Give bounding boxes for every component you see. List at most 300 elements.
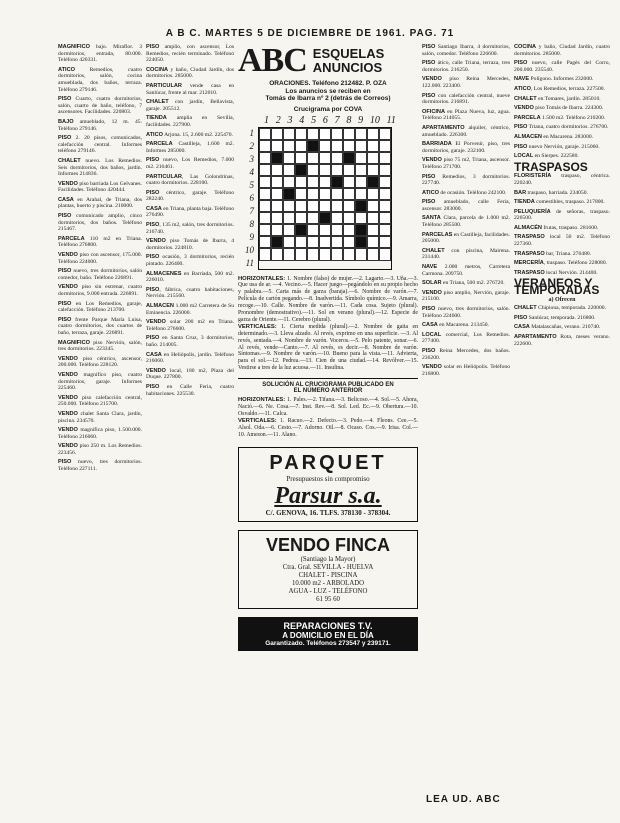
classified-text: , fábrica, cuatro habitaciones, Nervión. 215560.: [146, 286, 234, 300]
classified-text: en Heliópolis, jardín. Teléfono 216060.: [146, 351, 234, 365]
crossword-grid: [258, 127, 392, 270]
crossword-black-cell: [355, 200, 367, 212]
classified-lead-word: PISO: [58, 135, 72, 142]
crossword-white-cell: [259, 176, 271, 188]
crossword-white-cell: [307, 236, 319, 248]
classified-ad: [422, 76, 510, 89]
classified-ad: [422, 215, 510, 228]
crossword-white-cell: [295, 176, 307, 188]
classified-lead-word: FLORISTERÍA: [514, 173, 552, 180]
classified-text: con calefacción central, nueve dormitorios. 216891.: [422, 92, 510, 106]
classified-ad: [422, 190, 510, 197]
abc-logo: ABC: [238, 42, 307, 79]
classified-ad: [422, 248, 510, 261]
traspasos-heading: TRASPASOS: [514, 159, 588, 174]
classified-ad: [58, 236, 142, 249]
classified-text: nuevo, calle Pagés del Corro, 200.000. 235540.: [514, 60, 610, 73]
classified-lead-word: ATICO: [514, 85, 531, 92]
classified-text: en Barriada, 500 m2. 226010.: [146, 270, 234, 284]
classified-ad: [58, 135, 142, 155]
parquet-ad: [238, 447, 418, 522]
classified-text: en Tomares, jardín. 285010.: [536, 95, 601, 102]
classified-lead-word: COCINA: [146, 66, 169, 73]
classified-ad: [146, 115, 234, 128]
classified-lead-word: ALMACEN: [146, 303, 174, 309]
classified-text: local 50 m2. Teléfono 227360.: [514, 234, 610, 248]
classified-lead-word: CASA: [58, 196, 74, 203]
crossword-white-cell: [343, 128, 355, 140]
classified-text: nuevo, tres dormitorios, salón comedor, baño. Teléfono 226891.: [58, 268, 142, 281]
classified-text: en Arahal, de Triana, dos plantas, huerto y piscina. 210000.: [58, 196, 142, 210]
classified-lead-word: VENDO: [58, 355, 78, 362]
ads-office-info: [238, 80, 418, 103]
classified-text: Reina Mercedes, dos baños. 236200.: [422, 347, 510, 361]
classified-text: piso calefacción central, 250.000. Teléfono 215700.: [58, 394, 142, 408]
crossword-white-cell: [307, 152, 319, 164]
crossword-white-cell: [343, 140, 355, 152]
crossword-col-number: 1: [264, 114, 269, 126]
classified-lead-word: VENDO: [58, 252, 78, 259]
classified-ad: [514, 86, 610, 93]
crossword-col-number: 10: [369, 114, 380, 126]
crossword-white-cell: [307, 224, 319, 236]
crossword-col-number: 6: [322, 114, 328, 126]
classified-text: amueblado, calle Feria, ascensor. 283000.: [422, 199, 510, 212]
crossword-white-cell: [283, 176, 295, 188]
crossword-white-cell: [259, 164, 271, 176]
crossword-white-cell: [271, 200, 283, 212]
crossword-black-cell: [283, 188, 295, 200]
ads-title-line-1: ESQUELAS: [312, 46, 385, 61]
classified-lead-word: LOCAL: [514, 153, 534, 160]
crossword-white-cell: [259, 224, 271, 236]
classified-ad: [146, 67, 234, 80]
crossword-white-cell: [259, 128, 271, 140]
classified-ad: [146, 319, 234, 332]
classified-ad: [514, 190, 610, 197]
classified-lead-word: OFICINA: [422, 108, 445, 115]
crossword-white-cell: [355, 140, 367, 152]
classified-lead-word: VENDO: [146, 367, 166, 374]
classified-text: amplio, con ascensor, Los Remedios, recién terminado. Teléfono 224050.: [146, 44, 234, 64]
classified-ad: [146, 368, 234, 381]
crossword-col-number: 11: [386, 114, 396, 126]
classified-lead-word: PISO: [146, 44, 160, 50]
classified-lead-word: VENDO: [58, 394, 78, 401]
crossword-white-cell: [319, 152, 331, 164]
classified-text: en Macarena. 213450.: [437, 322, 489, 329]
classified-lead-word: VENDO: [58, 180, 78, 187]
classified-lead-word: CASA: [514, 324, 530, 331]
classified-ad: [58, 356, 142, 369]
classified-lead-word: TRASPASO: [514, 269, 545, 276]
classified-lead-word: PISO: [58, 316, 72, 323]
classified-ad: [58, 317, 142, 337]
classified-lead-word: PISO: [422, 173, 436, 180]
classified-text: piso Tomás de Ibarra, 4 dormitorios. 224810.: [146, 238, 234, 251]
classified-ad: [146, 222, 234, 235]
classified-ad: [58, 119, 142, 132]
crossword-white-cell: [343, 212, 355, 224]
crossword-row-number: 6: [249, 192, 254, 203]
classified-lead-word: ATICO: [422, 189, 439, 196]
page-header: A B C. MARTES 5 DE DICIEMBRE DE 1961. PAG. 71: [165, 28, 455, 39]
crossword-white-cell: [367, 248, 379, 260]
classified-text: alquiler, céntrico, amueblado. 226300.: [422, 124, 510, 138]
classified-lead-word: LOCAL: [422, 331, 442, 338]
crossword-row-number: 2: [249, 140, 254, 151]
crossword-col-number: 9: [358, 114, 364, 126]
crossword-white-cell: [343, 248, 355, 260]
classified-lead-word: CHALET: [514, 95, 537, 102]
classified-text: , Los Remedios, terraza. 227500.: [531, 85, 605, 92]
crossword-white-cell: [331, 212, 343, 224]
crossword-white-cell: [319, 224, 331, 236]
classified-ad: [146, 83, 234, 96]
solution-horizontal-label: HORIZONTALES:: [238, 397, 286, 404]
classified-ad: [514, 60, 610, 73]
crossword-white-cell: [367, 164, 379, 176]
crossword-white-cell: [379, 212, 391, 224]
classified-lead-word: ALMACENES: [146, 270, 182, 277]
crossword-white-cell: [295, 212, 307, 224]
classified-lead-word: MERCERÍA: [514, 260, 544, 267]
crossword-white-cell: [379, 176, 391, 188]
classified-text: solar en Heliópolis. Teléfono 216800.: [422, 364, 510, 377]
classified-text: 2.000 metros, Carretera Carmona. 209750.: [422, 264, 510, 277]
classified-lead-word: ALMACEN: [514, 133, 542, 140]
classified-lead-word: PISO: [58, 459, 72, 466]
crossword-row-number: 8: [249, 218, 254, 229]
classified-text: 2. 20 pisos, comunicados, calefacción central. Informes teléfono 279146.: [58, 135, 142, 155]
classified-text: comunicado amplio, cinco dormitorios, dos baños. Teléfono 215467.: [58, 213, 142, 233]
classified-ad: [514, 134, 610, 141]
crossword-white-cell: [319, 164, 331, 176]
classified-ad: [514, 173, 610, 186]
crossword-white-cell: [295, 200, 307, 212]
classified-text: Matalascañas, verano. 210740.: [529, 324, 601, 331]
classified-lead-word: PISO: [422, 92, 436, 99]
classified-text: 1.500 m2. Teléfono 210200.: [540, 114, 606, 121]
classified-text: de señoras, traspaso. 226500.: [514, 208, 610, 222]
classified-ad: [58, 427, 142, 440]
classified-text: bajo. Miraflor. 3 dormitorios, entrada, 80.000. Teléfono 420331.: [58, 44, 142, 64]
classified-lead-word: PISO: [146, 286, 160, 293]
classified-ad: [422, 174, 510, 187]
crossword-white-cell: [271, 128, 283, 140]
classified-ad: [422, 44, 510, 57]
classified-ad: [58, 158, 142, 178]
classifieds-column-2: [146, 44, 234, 814]
classified-text: Remedios, 3 dormitorios. 227740.: [422, 173, 510, 187]
crossword-row-number: 4: [249, 166, 254, 177]
classified-text: local Nervión. 214400.: [544, 269, 598, 276]
classified-text: y baño, Ciudad Jardín, dos dormitorios. 285000.: [146, 66, 234, 80]
classified-lead-word: MAGNIFICO: [58, 339, 91, 346]
classified-lead-word: CHALET: [514, 305, 537, 312]
classified-ad: [422, 125, 510, 138]
crossword-row-number: 5: [249, 179, 254, 190]
classified-text: con piscina, Mairena. 231440.: [422, 247, 510, 261]
classified-ad: [58, 44, 142, 64]
crossword-white-cell: [259, 236, 271, 248]
classified-lead-word: BAR: [514, 189, 527, 196]
crossword-white-cell: [295, 248, 307, 260]
classified-lead-word: PARCELA: [58, 235, 85, 242]
crossword-white-cell: [271, 176, 283, 188]
office-line-3: Tomás de Ibarra nº 2 (detrás de Correos): [265, 95, 391, 102]
classified-lead-word: VENDO: [422, 157, 442, 164]
solution-vertical-label: VERTICALES:: [238, 417, 277, 424]
veraneos-heading: VERANEOS Y TEMPORADAS: [514, 276, 600, 298]
classified-text: en Triana, planta baja. Teléfono 276490.: [146, 205, 234, 219]
classified-lead-word: PISO: [146, 335, 160, 342]
classified-lead-word: VENDO: [146, 319, 166, 326]
classified-ad: [58, 301, 142, 314]
classified-ad: [58, 284, 142, 297]
classified-lead-word: CHALET: [146, 99, 169, 106]
crossword-white-cell: [355, 188, 367, 200]
crossword-black-cell: [331, 176, 343, 188]
classified-ad: [514, 76, 610, 83]
crossword-white-cell: [283, 140, 295, 152]
solution-text: [238, 397, 418, 438]
classified-lead-word: CHALET: [58, 157, 81, 164]
classified-lead-word: BAJO: [58, 118, 74, 125]
classified-ad: [146, 44, 234, 64]
classified-ad: [422, 232, 510, 245]
crossword-white-cell: [259, 248, 271, 260]
classified-lead-word: PARTICULAR: [146, 173, 182, 180]
classified-ad: [58, 372, 142, 392]
crossword-white-cell: [283, 128, 295, 140]
abc-ads-header: [238, 44, 418, 78]
classified-ad: [422, 199, 510, 212]
classified-lead-word: ALMACÉN: [514, 224, 542, 231]
classified-lead-word: PISO: [58, 96, 72, 103]
crossword-white-cell: [367, 224, 379, 236]
repair-line-1: REPARACIONES T.V.: [283, 620, 373, 631]
classified-text: Santiago Ibarra, 4 dormitorios, salón, comedor. Teléfono 226600.: [422, 44, 510, 57]
classified-lead-word: VENDO: [514, 105, 534, 112]
classified-text: Cuarto, cuatro dormitorios, salón, cuarto de baño, teléfono, 7 ascensores. Facilidades. 220803.: [58, 96, 142, 116]
classified-text: magnífico piso, cuatro dormitorios, garaje. Informes 225460.: [58, 371, 142, 392]
crossword-white-cell: [259, 140, 271, 152]
crossword-white-cell: [331, 236, 343, 248]
classified-lead-word: TRASPASO: [514, 250, 545, 257]
classified-ad: [146, 303, 234, 316]
classified-lead-word: PISO: [514, 60, 528, 67]
finca-line-1: (Santiago la Mayor): [300, 555, 356, 563]
classified-ad: [514, 124, 610, 131]
classified-ad: [58, 268, 142, 281]
crossword-white-cell: [271, 248, 283, 260]
classified-lead-word: PISO: [514, 314, 528, 321]
classified-text: nuevo, tres dormitorios. Teléfono 227111.: [58, 459, 142, 473]
classified-lead-word: BARRIADA: [422, 141, 452, 148]
crossword-white-cell: [319, 188, 331, 200]
finca-title: VENDO FINCA: [265, 534, 390, 555]
crossword-black-cell: [367, 176, 379, 188]
solution-heading-line-2: EL NÚMERO ANTERIOR: [293, 388, 363, 395]
finca-line-3: CHALET - PISCINA: [298, 571, 358, 579]
classified-lead-word: PISO: [58, 268, 72, 275]
classified-text: magnífica piso, 1.500.000. Teléfono 216060.: [58, 427, 142, 440]
repair-line-2: A DOMICILIO EN EL DÍA: [282, 630, 374, 640]
crossword-black-cell: [271, 152, 283, 164]
classified-lead-word: VENDO: [422, 76, 442, 83]
crossword-col-number: 2: [275, 114, 281, 126]
classified-text: bar, Triana. 276480.: [544, 250, 592, 257]
classified-text: local, 180 m2, Plaza del Duque. 227800.: [146, 367, 234, 381]
crossword-white-cell: [295, 188, 307, 200]
classified-ad: [514, 225, 610, 232]
classified-lead-word: MAGNIFICO: [58, 44, 91, 50]
classified-text: , traspaso. Teléfono 228080.: [543, 260, 608, 267]
parquet-subtitle: Presupuestos sin compromiso: [286, 474, 370, 483]
classified-text: solar 200 m2 en Triana. Teléfono 276600.: [146, 319, 234, 332]
classified-ad: [146, 352, 234, 365]
crossword-white-cell: [343, 200, 355, 212]
crossword-white-cell: [271, 164, 283, 176]
classified-lead-word: TIENDA: [146, 115, 167, 122]
crossword-white-cell: [295, 140, 307, 152]
crossword-col-number: 7: [334, 114, 340, 126]
crossword-white-cell: [259, 188, 271, 200]
parsur-brand: Parsur s.a.: [274, 482, 382, 509]
crossword-white-cell: [367, 152, 379, 164]
classified-lead-word: NAVE: [422, 264, 438, 271]
crossword-white-cell: [283, 212, 295, 224]
classified-lead-word: SOLAR: [422, 280, 442, 287]
classified-text: Sanlúcar, temporada. 216800.: [527, 314, 596, 321]
classified-text: en Castilleja, facilidades. 205000.: [422, 231, 510, 245]
classified-text: piso amplio, Nervión, garaje. 215100.: [422, 289, 510, 303]
classified-lead-word: VENDO: [58, 427, 78, 434]
finca-line-2: Ctra. Gral. SEVILLA - HUELVA: [282, 563, 374, 571]
crossword-white-cell: [271, 140, 283, 152]
crossword-white-cell: [295, 236, 307, 248]
crossword-white-cell: [331, 188, 343, 200]
ads-title-line-2: ANUNCIOS: [312, 60, 383, 75]
classified-text: de ocasión. Teléfono 242100.: [439, 189, 507, 196]
classified-text: Clara, parcela de 1.000 m2. Teléfono 285500.: [422, 215, 510, 229]
classified-ad: [514, 234, 610, 247]
crossword-black-cell: [355, 236, 367, 248]
crossword-white-cell: [307, 176, 319, 188]
crossword-column-numbers: [238, 115, 418, 126]
crossword-white-cell: [379, 236, 391, 248]
classified-text: piso Tomás de Ibarra. 224300.: [533, 105, 604, 112]
classified-text: en Plaza Nueva, luz, agua. Teléfono 214055.: [422, 108, 510, 122]
classified-text: en Sierpes. 222580.: [533, 153, 579, 160]
classified-lead-word: CASA: [146, 205, 162, 212]
solution-heading: [238, 378, 418, 394]
crossword-white-cell: [379, 200, 391, 212]
classified-ad: [58, 443, 142, 456]
classified-ad: [58, 181, 142, 194]
crossword-white-cell: [367, 128, 379, 140]
crossword-white-cell: [367, 188, 379, 200]
classifieds-column-1: [58, 44, 142, 814]
crossword-white-cell: [367, 212, 379, 224]
crossword-white-cell: [307, 212, 319, 224]
crossword-white-cell: [379, 140, 391, 152]
crossword-white-cell: [319, 176, 331, 188]
classified-text: El Porvenir, piso, tres dormitorios, garaje. 232100.: [422, 141, 510, 154]
classified-text: nuevo, tres dormitorios, salón. Teléfono 224600.: [422, 306, 510, 319]
classified-text: Rota, meses verano. 222600.: [514, 334, 610, 347]
crossword-white-cell: [331, 248, 343, 260]
classified-ad: [422, 109, 510, 122]
classified-ad: [422, 364, 510, 377]
classified-lead-word: VENDO: [422, 364, 442, 371]
solution-vertical: 1. Racuo.—2. Defecto.—3. Pedo.—4. Fleons. Cee.—5. Alsol. Oda.—6. Cesto.—7. Adorno. Oil.—8. Ocaso. Cos.—9. Irisa. Col.—10. Ameson.—11. Alano.: [238, 417, 418, 438]
classified-text: piso sin estrenar, cuatro dormitorios, 9.000 entrada. 226891.: [58, 284, 142, 297]
classified-ad: [58, 67, 142, 93]
classifieds-column-5: [422, 44, 510, 814]
classified-lead-word: PARTICULAR: [146, 82, 182, 89]
classified-ad: [514, 305, 610, 312]
classified-lead-word: NAVE: [514, 76, 530, 83]
crossword-white-cell: [307, 248, 319, 260]
crossword-black-cell: [343, 152, 355, 164]
parquet-address: C/. GENOVA, 16. TLFS. 378130 - 378304.: [265, 508, 391, 517]
classified-text: piso Reina Mercedes, 122.000. 223400.: [422, 76, 510, 89]
classified-ad: [514, 334, 610, 347]
classified-ad: [146, 287, 234, 300]
classified-text: en Calle Feria, cuatro habitaciones. 225530.: [146, 383, 234, 397]
crossword-white-cell: [283, 236, 295, 248]
crossword-col-number: 8: [346, 114, 352, 126]
classified-lead-word: PISO: [58, 213, 72, 220]
veraneos-subheading: a) Ofrecen: [548, 296, 576, 303]
crossword-white-cell: [331, 200, 343, 212]
crossword-white-cell: [271, 188, 283, 200]
classified-text: piso céntrico, ascensor, 200.000. Teléfono 228120.: [58, 355, 142, 369]
classified-lead-word: PISO: [146, 383, 160, 390]
crossword-white-cell: [271, 224, 283, 236]
classified-ad: [514, 251, 610, 258]
classified-ad: [422, 332, 510, 345]
crossword-col-number: 5: [311, 114, 317, 126]
classified-text: comercial, Los Remedios. 277400.: [422, 331, 510, 345]
classified-text: piso Nervión, salón, tres dormitorios. 223345.: [58, 339, 142, 353]
crossword-body: [238, 127, 418, 270]
classified-text: Chipiona, temporada. 220000.: [536, 305, 606, 312]
classified-text: traspaso, céntrica. 220240.: [514, 173, 610, 186]
classified-ad: [146, 174, 234, 187]
crossword-white-cell: [343, 188, 355, 200]
crossword-white-cell: [283, 248, 295, 260]
classified-text: nuevo Nervión, garaje. 215060.: [527, 143, 600, 150]
crossword-white-cell: [355, 164, 367, 176]
classified-lead-word: APARTAMENTO: [422, 124, 465, 131]
crossword-white-cell: [355, 212, 367, 224]
classified-lead-word: PARCELA: [514, 114, 541, 121]
crossword-white-cell: [379, 152, 391, 164]
crossword-white-cell: [331, 140, 343, 152]
classified-ad: [146, 335, 234, 348]
crossword-black-cell: [295, 224, 307, 236]
crossword-white-cell: [319, 248, 331, 260]
classified-lead-word: PISO: [514, 143, 528, 150]
crossword-black-cell: [319, 212, 331, 224]
crossword-white-cell: [319, 236, 331, 248]
crossword-white-cell: [259, 152, 271, 164]
repair-line-3: Garantizado. Teléfonos 273547 y 239171.: [265, 639, 391, 647]
classified-ad: [146, 271, 234, 284]
